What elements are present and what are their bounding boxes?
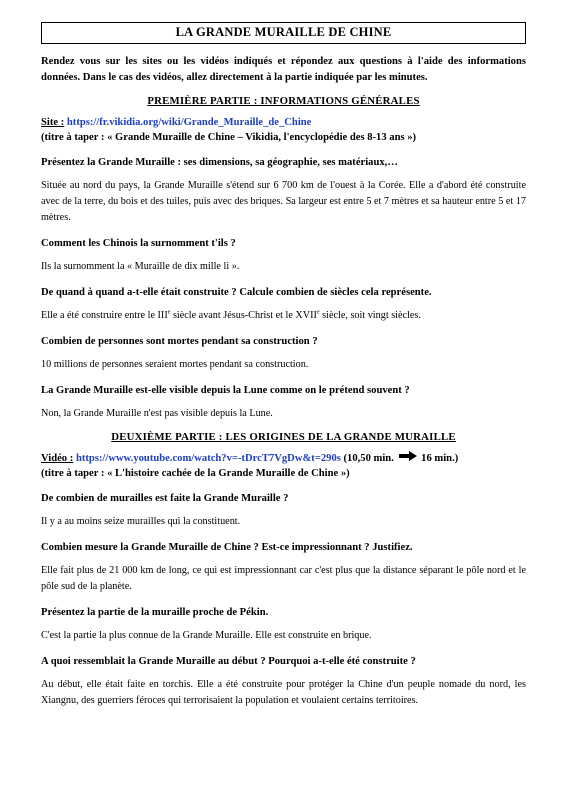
question-deaths: Combien de personnes sont mortes pendant sa construction ? xyxy=(41,336,318,347)
answer-dimensions: Située au nord du pays, la Grande Muraille s'étend sur 6 700 km de l'ouest à la Corée. Elle a d'abord été construite avec de la terre, du bois et des tuiles, puis avec des briques. Sa largeur est entre 5 et 7 mètres et sa hauteur entre 5 et 17 mètres. xyxy=(41,180,526,223)
answer-construction-period xyxy=(41,308,526,324)
document-page xyxy=(41,22,526,709)
part2-heading: DEUXIÈME PARTIE : LES ORIGINES DE LA GRANDE MURAILLE xyxy=(111,431,456,443)
question-construction-period: De quand à quand a-t-elle était construite ? Calcule combien de siècles cela représente. xyxy=(41,287,432,298)
question-nickname: Comment les Chinois la surnomment t'ils ? xyxy=(41,238,236,249)
answer-text: siècle avant Jésus-Christ et le XVII xyxy=(170,310,317,321)
instructions: Rendez vous sur les sites ou les vidéos indiqués et répondez aux questions à l'aide des informations données. Dans le cas des vidéos, allez directement à la partie indiquée par les minutes. xyxy=(41,56,526,83)
part2-source xyxy=(41,451,526,466)
youtube-link[interactable]: https://www.youtube.com/watch?v=-tDrcT7VgDw&t=290s xyxy=(75,453,341,464)
answer-origins: Au début, elle était faite en torchis. Elle a été construite pour protéger la Chine d'un peuple nomade du nord, les Xiangnu, des guerriers féroces qui terrorisaient la population et voulaient certains territoires. xyxy=(41,679,526,707)
part1-source-title: (titre à taper : « Grande Muraille de Chine – Vikidia, l'encyclopédie des 8-13 ans ») xyxy=(41,132,417,143)
question-number-of-walls: De combien de murailles est faite la Grande Muraille ? xyxy=(41,493,289,505)
answer-beijing-section: C'est la partie la plus connue de la Grande Muraille. Elle est construite en brique. xyxy=(41,630,372,642)
part1-source xyxy=(41,115,526,130)
question-visible-from-moon: La Grande Muraille est-elle visible depuis la Lune comme on le prétend souvent ? xyxy=(41,385,410,396)
site-label: Site : xyxy=(41,117,65,128)
document-title: LA GRANDE MURAILLE DE CHINE xyxy=(41,22,526,44)
part1-heading: PREMIÈRE PARTIE : INFORMATIONS GÉNÉRALES xyxy=(147,95,420,107)
answer-number-of-walls: Il y a au moins seize murailles qui la constituent. xyxy=(41,516,241,528)
superscript: e xyxy=(316,309,320,316)
superscript: e xyxy=(167,309,171,316)
answer-text: siècle, soit vingt siècles. xyxy=(319,310,421,321)
answer-nickname: Ils la surnomment la « Muraille de dix mille li ». xyxy=(41,261,240,272)
question-origins: A quoi ressemblait la Grande Muraille au début ? Pourquoi a-t-elle été construite ? xyxy=(41,656,416,668)
question-length: Combien mesure la Grande Muraille de Chine ? Est-ce impressionnant ? Justifiez. xyxy=(41,542,413,554)
video-label: Vidéo : xyxy=(41,453,74,464)
arrow-right-icon xyxy=(399,451,417,466)
answer-text: Elle a été construire entre le III xyxy=(41,310,168,321)
answer-length: Elle fait plus de 21 000 km de long, ce qui est impressionnant car c'est plus que la distance séparant le pôle nord et le pôle sud de la planète. xyxy=(41,565,526,593)
time-start: (10,50 min. xyxy=(343,453,394,464)
time-end: 16 min.) xyxy=(421,453,459,464)
vikidia-link[interactable]: https://fr.vikidia.org/wiki/Grande_Muraille_de_Chine xyxy=(66,117,312,128)
question-dimensions: Présentez la Grande Muraille : ses dimensions, sa géographie, ses matériaux,… xyxy=(41,157,398,168)
answer-visible-from-moon: Non, la Grande Muraille n'est pas visible depuis la Lune. xyxy=(41,408,273,419)
part2-source-title: (titre à taper : « L'histoire cachée de la Grande Muraille de Chine ») xyxy=(41,468,350,480)
question-beijing-section: Présentez la partie de la muraille proche de Pékin. xyxy=(41,607,269,619)
answer-deaths: 10 millions de personnes seraient mortes pendant sa construction. xyxy=(41,359,309,370)
